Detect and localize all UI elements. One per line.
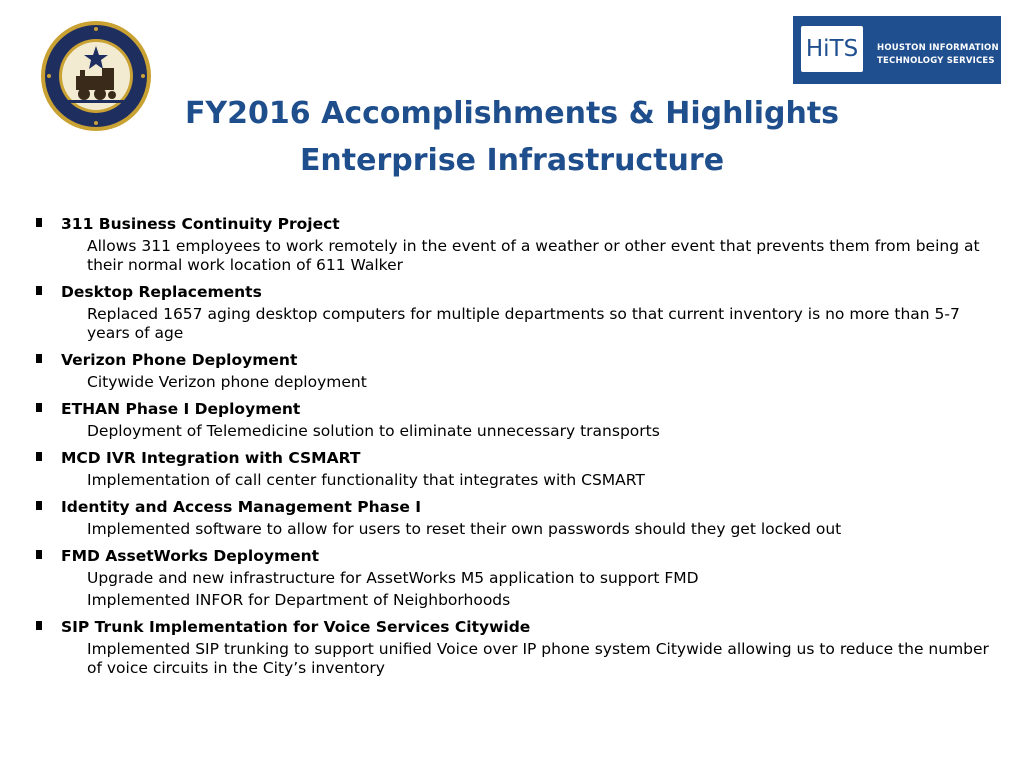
bullet-icon bbox=[36, 218, 42, 227]
page-title-line-1: FY2016 Accomplishments & Highlights bbox=[184, 96, 840, 131]
list-item-description: Citywide Verizon phone deployment bbox=[87, 373, 367, 391]
accomplishments-list bbox=[36, 214, 996, 685]
list-item-description: Allows 311 employees to work remotely in the event of a weather or other event that prevents them from being at their normal work location of 611 Walker bbox=[87, 237, 980, 274]
hits-logo bbox=[793, 16, 1001, 84]
list-item-description: Implemented SIP trunking to support unified Voice over IP phone system Citywide allowing us to reduce the number of voice circuits in the City’s inventory bbox=[87, 640, 989, 677]
list-item bbox=[36, 282, 996, 343]
list-item bbox=[36, 546, 996, 610]
list-item-description: Implemented software to allow for users to reset their own passwords should they get locked out bbox=[87, 520, 842, 538]
list-item bbox=[36, 497, 996, 539]
list-item-title: Verizon Phone Deployment bbox=[61, 351, 298, 369]
list-item-title: 311 Business Continuity Project bbox=[61, 215, 340, 233]
bullet-icon bbox=[36, 621, 42, 630]
bullet-icon bbox=[36, 286, 42, 295]
list-item-description: Implemented INFOR for Department of Neighborhoods bbox=[87, 591, 511, 609]
bullet-icon bbox=[36, 452, 42, 461]
list-item-description: Replaced 1657 aging desktop computers for multiple departments so that current inventory is no more than 5-7 years of age bbox=[87, 305, 960, 342]
list-item-title: Desktop Replacements bbox=[61, 283, 262, 301]
bullet-icon bbox=[36, 403, 42, 412]
list-item-title: ETHAN Phase I Deployment bbox=[61, 400, 301, 418]
list-item-title: FMD AssetWorks Deployment bbox=[61, 547, 320, 565]
list-item bbox=[36, 214, 996, 275]
hits-logo-text: HOUSTON INFORMATION TECHNOLOGY SERVICES bbox=[877, 43, 999, 66]
list-item bbox=[36, 350, 996, 392]
page-title-line-2: Enterprise Infrastructure bbox=[299, 143, 725, 178]
list-item-description: Implementation of call center functionality that integrates with CSMART bbox=[87, 471, 645, 489]
bullet-icon bbox=[36, 354, 42, 363]
list-item-title: SIP Trunk Implementation for Voice Services Citywide bbox=[61, 618, 531, 636]
bullet-icon bbox=[36, 501, 42, 510]
hits-logo-mark: HiTS bbox=[801, 26, 863, 72]
list-item-title: MCD IVR Integration with CSMART bbox=[61, 449, 361, 467]
list-item-description: Upgrade and new infrastructure for AssetWorks M5 application to support FMD bbox=[87, 569, 699, 587]
list-item bbox=[36, 448, 996, 490]
bullet-icon bbox=[36, 550, 42, 559]
page-title bbox=[0, 90, 1024, 184]
list-item bbox=[36, 617, 996, 678]
list-item-title: Identity and Access Management Phase I bbox=[61, 498, 422, 516]
list-item-description: Deployment of Telemedicine solution to eliminate unnecessary transports bbox=[87, 422, 660, 440]
list-item bbox=[36, 399, 996, 441]
